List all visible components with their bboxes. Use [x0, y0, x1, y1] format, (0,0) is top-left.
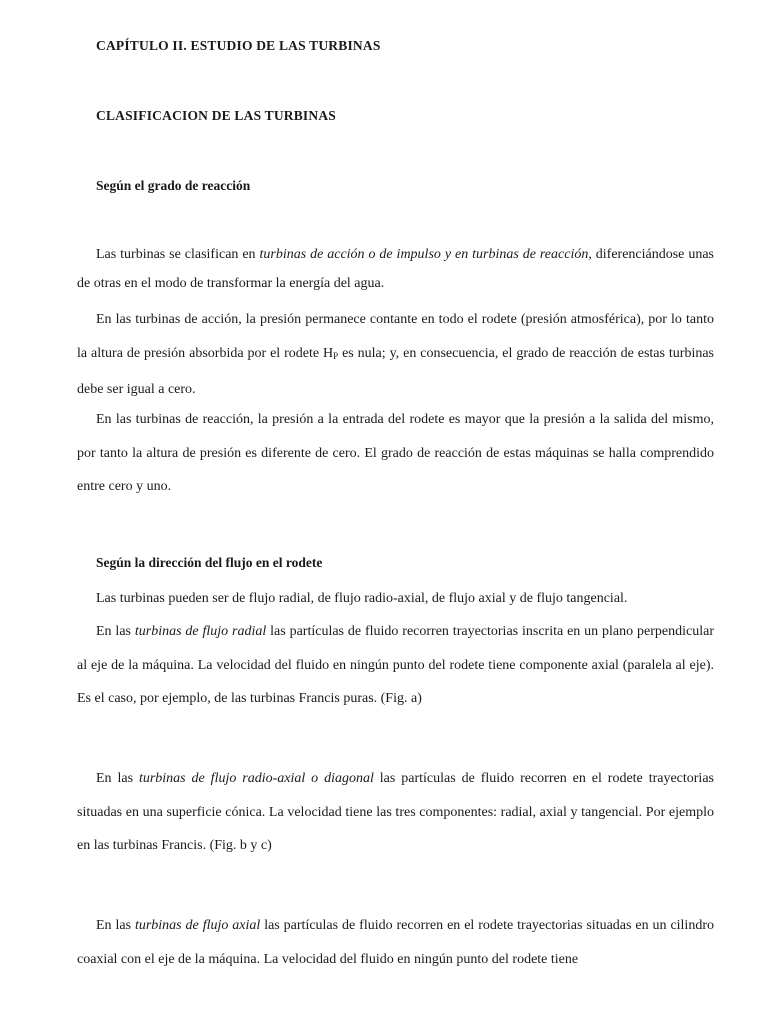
subheading-direccion-flujo: Según la dirección del flujo en el rodete [96, 555, 323, 570]
chapter-title: CAPÍTULO II. ESTUDIO DE LAS TURBINAS [96, 38, 381, 53]
paragraph-clasificacion: Las turbinas se clasifican en turbinas de acción o de impulso y en turbinas de reacción, diferenciándose unas de otras en el modo de transformar la energía del agua. [77, 247, 714, 291]
paragraph-flujo-diagonal: En las turbinas de flujo radio-axial o diagonal las partículas de fluido recorren en el rodete trayectorias situadas en una superficie cónica. La velocidad tiene las tres componentes: radial, axial y tangencial. Por ejemplo en las turbinas Francis. (Fig. b y c) [77, 771, 714, 853]
paragraph-turbinas-reaccion: En las turbinas de reacción, la presión a la entrada del rodete es mayor que la presión a la salida del mismo, por tanto la altura de presión es diferente de cero. El grado de reacción de estas máquinas se halla comprendido entre cero y uno. [77, 412, 714, 494]
section-title: CLASIFICACION DE LAS TURBINAS [96, 108, 336, 123]
paragraph-turbinas-accion: En las turbinas de acción, la presión permanece contante en todo el rodete (presión atmosférica), por lo tanto la altura de presión absorbida por el rodete $H_P$ es nula; y, en consecuencia, el grado de reacción de estas turbinas debe ser igual a cero. [77, 312, 715, 397]
paragraph-flujo-axial: En las turbinas de flujo axial las partículas de fluido recorren en el rodete trayectorias situadas en un cilindro coaxial con el eje de la máquina. La velocidad del fluido en ningún punto del rodete tiene [77, 918, 714, 967]
subheading-grado-reaccion: Según el grado de reacción [96, 178, 251, 193]
paragraph-flujo-radial: En las turbinas de flujo radial las partículas de fluido recorren trayectorias inscrita en un plano perpendicular al eje de la máquina. La velocidad del fluido en ningún punto del rodete tiene componente axial (paralela al eje). Es el caso, por ejemplo, de las turbinas Francis puras. (Fig. a) [77, 624, 714, 706]
paragraph-tipos-flujo: Las turbinas pueden ser de flujo radial, de flujo radio-axial, de flujo axial y de flujo tangencial. [96, 591, 628, 606]
